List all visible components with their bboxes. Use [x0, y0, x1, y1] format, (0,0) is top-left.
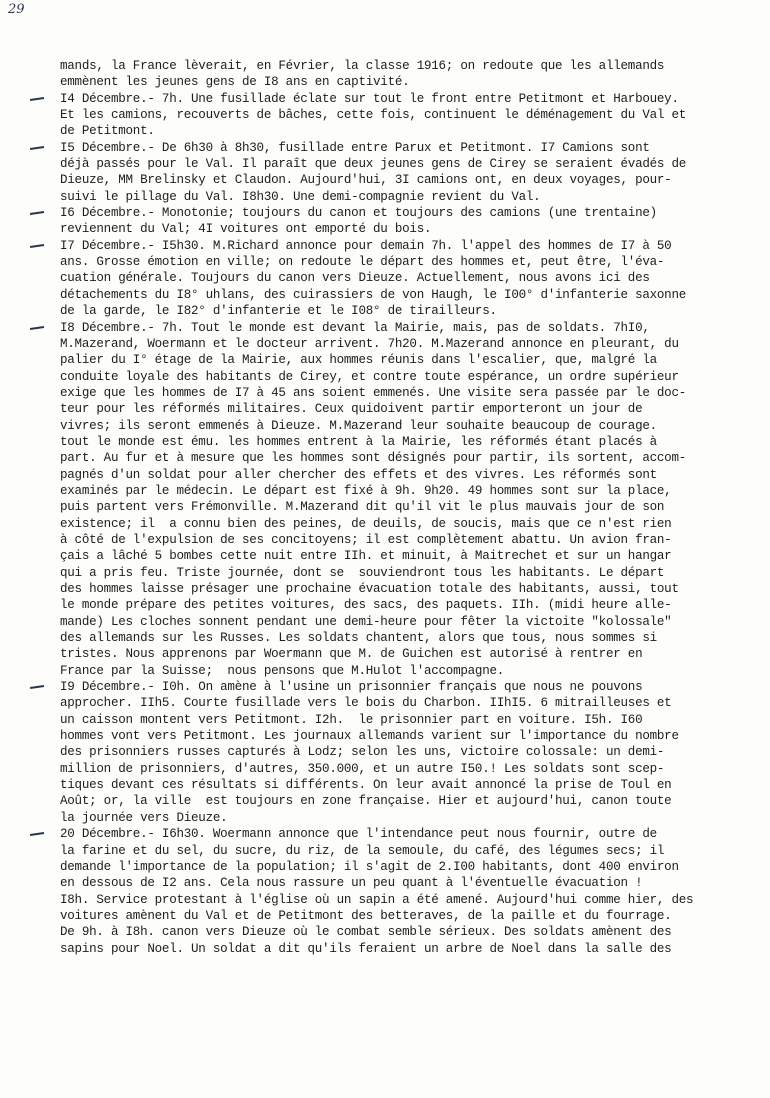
text-line: le monde prépare des petites voitures, des sacs, des paquets. IIh. (midi heure alle- — [60, 598, 672, 613]
text-line: vivres; ils seront emmenés à Dieuze. M.Mazerand leur souhaite beaucoup de courage. — [60, 418, 657, 433]
text-line: suivi le pillage du Val. I8h30. Une demi-compagnie revient du Val. — [60, 189, 541, 204]
text-line: hommes vont vers Petitmont. Les journaux allemands varient sur l'importance du nombre — [60, 729, 679, 744]
text-line: emmènent les jeunes gens de I8 ans en captivité. — [60, 75, 410, 90]
text-line: puis partent vers Frémonville. M.Mazerand dit qu'il vit le plus mauvais jour de son — [60, 500, 665, 515]
entry-19-decembre: I9 Décembre.- I0h. On amène à l'usine un prisonnier français que nous ne pouvons — [60, 679, 760, 695]
entry-15-decembre: I5 Décembre.- De 6h30 à 8h30, fusillade entre Parux et Petitmont. I7 Camions sont — [60, 140, 760, 156]
text-line: palier du I° étage de la Mairie, aux hommes réunis dans l'escalier, que, malgré la — [60, 353, 657, 368]
text-line: qui a pris feu. Triste journée, dont se souviendront tous les habitants. Le départ — [60, 565, 665, 580]
text-line: des allemands sur les Russes. Les soldats chantent, alors que tous, nous sommes si — [60, 631, 657, 646]
margin-dash-mark — [30, 326, 44, 330]
text-line: Dieuze, MM Brelinsky et Claudon. Aujourd'hui, 3I camions ont, en deux voyages, pour- — [60, 173, 672, 188]
text-line: Août; or, la ville est toujours en zone française. Hier et aujourd'hui, canon toute — [60, 794, 672, 809]
text-line: détachements du I8° uhlans, des cuirassiers de von Haugh, le I00° d'infanterie saxonne — [60, 287, 687, 302]
text-line: Et les camions, recouverts de bâches, cette fois, continuent le déménagement du Val et — [60, 108, 687, 123]
text-line: De 9h. à I8h. canon vers Dieuze où le combat semble sérieux. Des soldats amènent des — [60, 925, 672, 940]
text-line: part. Au fur et à mesure que les hommes sont désignés pour partir, ils sortent, accom- — [60, 451, 687, 466]
margin-dash-mark — [30, 832, 44, 836]
entry-18-decembre: I8 Décembre.- 7h. Tout le monde est devant la Mairie, mais, pas de soldats. 7hI0, — [60, 320, 760, 336]
text-line: France par la Suisse; nous pensons que M.Hulot l'accompagne. — [60, 663, 505, 678]
entry-16-decembre: I6 Décembre.- Monotonie; toujours du canon et toujours des camions (une trentaine) — [60, 205, 760, 221]
text-line: demande l'importance de la population; il s'agit de 2.I00 habitants, dont 400 environ — [60, 859, 679, 874]
text-line: ans. Grosse émotion en ville; on redoute le départ des hommes et, peut être, l'éva- — [60, 255, 665, 270]
text-line: conduite loyale des habitants de Cirey, et contre toute espérance, un ordre supérieur — [60, 369, 679, 384]
text-line: la journée vers Dieuze. — [60, 810, 228, 825]
page-number: 29 — [8, 2, 25, 17]
text-line: à côté de l'expulsion de ses concitoyens; il est complètement abattu. Un avion fran- — [60, 532, 672, 547]
text-line: déjà passés pour le Val. Il paraît que deux jeunes gens de Cirey se seraient évadés de — [60, 157, 687, 172]
text-line: existence; il a connu bien des peines, de deuils, de soucis, mais que ce n'est rien — [60, 516, 672, 531]
margin-dash-mark — [30, 685, 44, 689]
text-line: voitures amènent du Val et de Petitmont des betteraves, de la paille et du fourrage. — [60, 908, 672, 923]
text-line: la farine et du sel, du sucre, du riz, de la semoule, du café, des légumes secs; il — [60, 843, 665, 858]
margin-dash-mark — [30, 146, 44, 150]
text-line: mande) Les cloches sonnent pendant une demi-heure pour fêter la victoite "kolossale" — [60, 614, 672, 629]
text-line: des hommes laisse présager une prochaine évacuation totale des habitants, aussi, tout — [60, 582, 679, 596]
text-line: tout le monde est ému. les hommes entrent à la Mairie, les réformés étant placés à — [60, 434, 657, 449]
text-line: en dessous de I2 ans. Cela nous rassure un peu quant à l'éventuelle évacuation ! — [60, 876, 643, 891]
text-line: cuation générale. Toujours du canon vers Dieuze. Actuellement, nous avons ici des — [60, 271, 650, 286]
entry-14-decembre: I4 Décembre.- 7h. Une fusillade éclate sur tout le front entre Petitmont et Harbouey. — [60, 91, 760, 107]
text-line: de Petitmont. — [60, 124, 155, 139]
text-line: çais a lâché 5 bombes cette nuit entre IIh. et minuit, à Maitrechet et sur un hangar — [60, 549, 672, 564]
text-line: des prisonniers russes capturés à Lodz; selon les uns, victoire colossale: un demi- — [60, 745, 665, 760]
text-line: I8h. Service protestant à l'église où un sapin a été amené. Aujourd'hui comme hier, des — [60, 892, 694, 907]
entry-20-decembre: 20 Décembre.- I6h30. Woermann annonce que l'intendance peut nous fournir, outre de — [60, 826, 760, 842]
margin-dash-mark — [30, 244, 44, 248]
text-line: approcher. IIh5. Courte fusillade vers le bois du Charbon. IIhI5. 6 mitrailleuses et — [60, 696, 672, 711]
text-line: million de prisonniers, d'autres, 350.000, et un autre I50.! Les soldats sont scep- — [60, 761, 665, 776]
text-line: un caisson montent vers Petitmont. I2h. le prisonnier part en voiture. I5h. I60 — [60, 712, 643, 727]
text-line: de la garde, le I82° d'infanterie et le I08° de tirailleurs. — [60, 304, 497, 319]
text-line: reviennent du Val; 4I voitures ont emporté du bois. — [60, 222, 432, 237]
text-line: tristes. Nous apprenons par Woermann que M. de Guichen est autorisé à rentrer en — [60, 647, 643, 662]
text-line: exige que les hommes de I7 à 45 ans soient emmenés. Une visite sera passée par le doc- — [60, 385, 687, 400]
text-line: examinés par le médecin. Le départ est fixé à 9h. 9h20. 49 hommes sont sur la place, — [60, 483, 672, 498]
text-line: tiques devant ces résultats si différents. On leur avait annoncé la prise de Toul en — [60, 778, 672, 793]
text-line: M.Mazerand, Woermann et le docteur arrivent. 7h20. M.Mazerand annonce en pleurant, du — [60, 336, 679, 351]
text-line: mands, la France lèverait, en Février, la classe 1916; on redoute que les allemands — [60, 59, 665, 73]
text-line: teur pour les réformés militaires. Ceux quidoivent partir emporteront un jour de — [60, 402, 643, 417]
typescript-body — [60, 58, 760, 973]
margin-dash-mark — [30, 211, 44, 215]
entry-17-decembre: I7 Décembre.- I5h30. M.Richard annonce pour demain 7h. l'appel des hommes de I7 à 50 — [60, 238, 760, 254]
text-line: pagnés d'un soldat pour aller chercher des effets et des vivres. Les réformés sont — [60, 467, 657, 482]
text-line: sapins pour Noel. Un soldat a dit qu'ils feraient un arbre de Noel dans la salle des — [60, 941, 672, 956]
margin-dash-mark — [30, 97, 44, 101]
text-line — [60, 957, 760, 973]
